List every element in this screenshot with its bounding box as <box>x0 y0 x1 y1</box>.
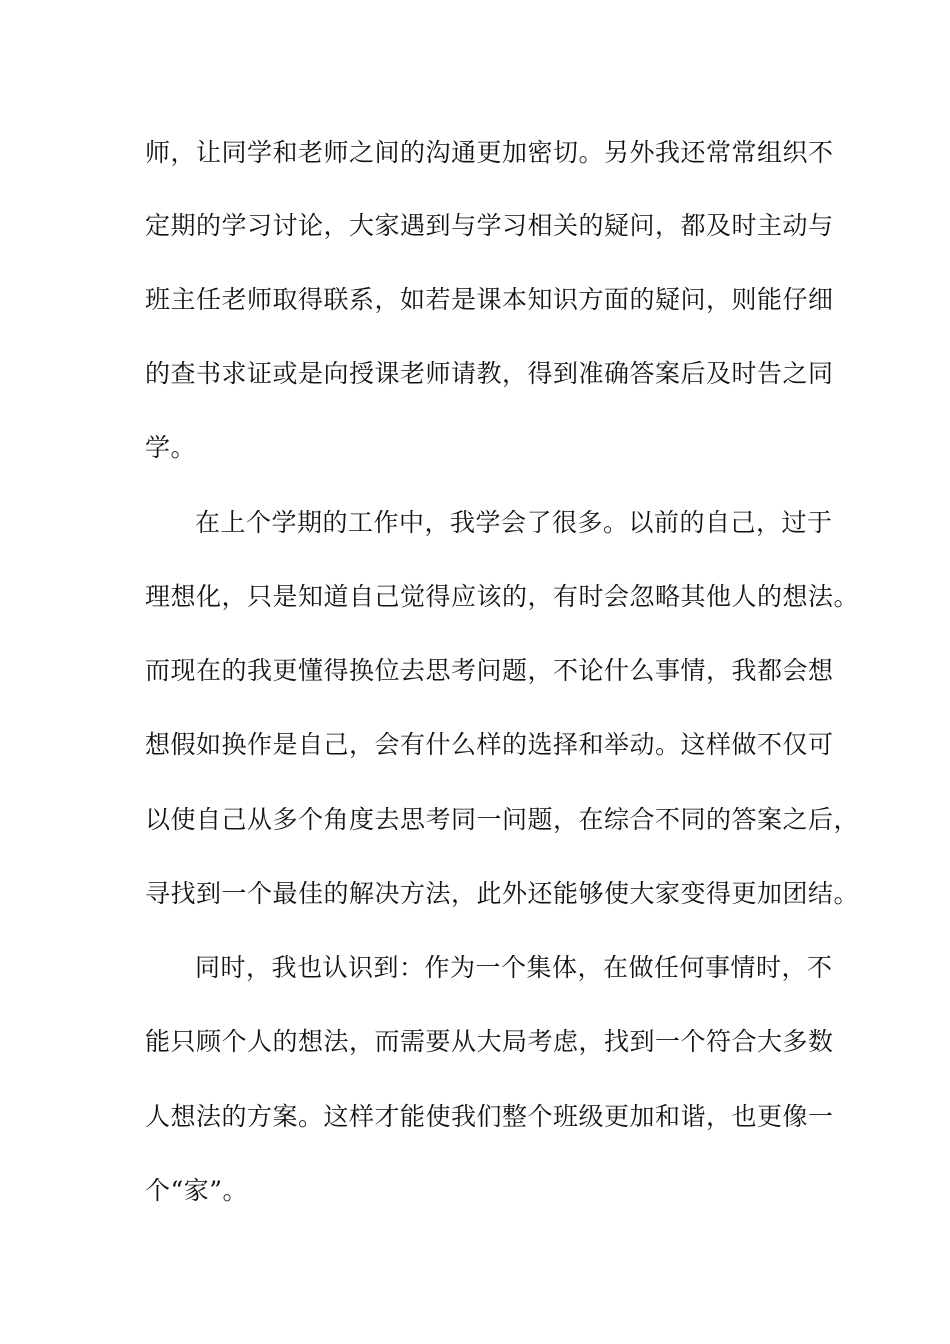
text-line: 而现在的我更懂得换位去思考问题，不论什么事情，我都会想 <box>145 656 834 685</box>
paragraph-start-line: 同时，我也认识到：作为一个集体，在做任何事情时，不 <box>195 953 833 982</box>
text-line: 个“家”。 <box>145 1176 249 1205</box>
text-line: 学。 <box>145 433 197 462</box>
text-line: 的查书求证或是向授课老师请教，得到准确答案后及时告之同 <box>145 359 834 388</box>
text-line: 想假如换作是自己，会有什么样的选择和举动。这样做不仅可 <box>145 730 834 759</box>
text-line: 寻找到一个最佳的解决方法，此外还能够使大家变得更加团结。 <box>145 879 860 908</box>
text-line: 班主任老师取得联系，如若是课本知识方面的疑问，则能仔细 <box>145 285 834 314</box>
text-line: 以使自己从多个角度去思考同一问题，在综合不同的答案之后， <box>145 805 860 834</box>
text-line: 人想法的方案。这样才能使我们整个班级更加和谐，也更像一 <box>145 1102 834 1131</box>
paragraph-start-line: 在上个学期的工作中，我学会了很多。以前的自己，过于 <box>195 508 833 537</box>
text-line: 师，让同学和老师之间的沟通更加密切。另外我还常常组织不 <box>145 138 834 167</box>
text-line: 定期的学习讨论，大家遇到与学习相关的疑问，都及时主动与 <box>145 211 834 240</box>
text-line: 能只顾个人的想法，而需要从大局考虑，找到一个符合大多数 <box>145 1027 834 1056</box>
text-line: 理想化，只是知道自己觉得应该的，有时会忽略其他人的想法。 <box>145 582 860 611</box>
